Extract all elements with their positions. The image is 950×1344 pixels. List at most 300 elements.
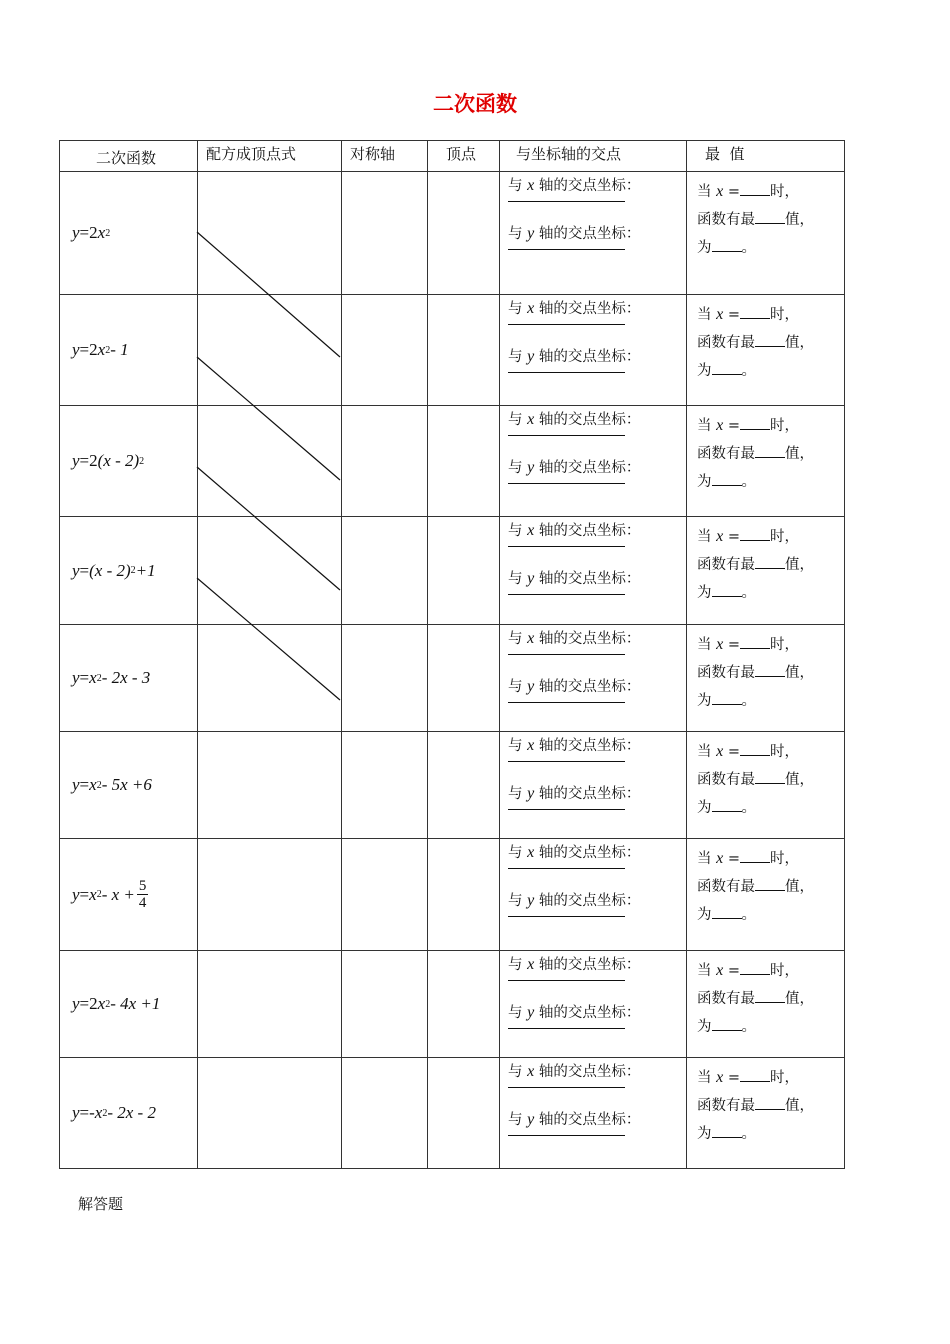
extreme-prefix: 当 — [697, 851, 712, 867]
extreme-line-2 — [697, 329, 844, 357]
extreme-cell — [687, 1058, 845, 1169]
y-intersection-label — [508, 226, 686, 249]
x-intersection-blank[interactable] — [508, 868, 625, 869]
extreme-suffix: 值， — [785, 665, 814, 681]
label-suffix: 轴的交点坐标： — [538, 571, 641, 587]
formula-equals: = — [79, 451, 90, 470]
extreme-prefix: 为 — [697, 907, 712, 923]
extreme-prefix: 函数有最 — [697, 557, 755, 573]
table-row — [60, 1058, 845, 1169]
formula-exponent: 2 — [96, 779, 102, 791]
extreme-line-2 — [697, 1092, 844, 1120]
formula-exponent: 2 — [102, 1107, 108, 1119]
extreme-value-blank[interactable] — [712, 1018, 742, 1031]
extreme-line-1 — [697, 845, 844, 873]
function-formula — [60, 451, 197, 471]
y-intersection-label — [508, 1005, 686, 1028]
x-intersection-blank[interactable] — [508, 654, 625, 655]
x-intersection-label — [508, 845, 686, 868]
vertex-cell[interactable] — [428, 172, 500, 295]
formula-lhs: y — [72, 775, 80, 794]
extreme-suffix: 时， — [769, 744, 799, 760]
header-vertex: 顶点 — [428, 141, 500, 172]
extreme-prefix: 函数有最 — [697, 665, 755, 681]
extreme-prefix: 为 — [697, 693, 712, 709]
header-extreme: 最 值 — [687, 141, 845, 172]
extreme-line-3 — [697, 794, 844, 822]
x-variable: x — [716, 528, 724, 545]
extreme-suffix: 值， — [785, 557, 814, 573]
extreme-suffix: 值， — [785, 772, 814, 788]
header-row — [60, 141, 845, 172]
max-min-blank[interactable] — [755, 211, 785, 224]
y-variable: y — [527, 892, 535, 909]
function-cell — [60, 517, 198, 625]
extreme-value-blank[interactable] — [712, 692, 742, 705]
x-value-blank[interactable] — [740, 306, 770, 319]
function-formula — [60, 1103, 197, 1123]
formula-equals: = — [79, 884, 90, 904]
extreme-suffix: 时， — [769, 1070, 799, 1086]
label-suffix: 轴的交点坐标： — [538, 679, 641, 695]
y-variable: y — [527, 1004, 535, 1021]
vertex-form-cell[interactable] — [198, 951, 342, 1058]
function-formula — [60, 878, 197, 912]
vertex-cell[interactable] — [428, 1058, 500, 1169]
extreme-suffix: 值， — [785, 991, 814, 1007]
extreme-suffix: 时， — [769, 637, 799, 653]
extreme-suffix: 值， — [785, 212, 814, 228]
extreme-line-2 — [697, 206, 844, 234]
extreme-line-3 — [697, 1120, 844, 1148]
label-prefix: 与 — [508, 349, 523, 365]
intersection-cell — [500, 839, 687, 951]
section-label: 解答题 — [78, 1195, 124, 1213]
function-cell — [60, 1058, 198, 1169]
formula-variable: x — [89, 775, 97, 794]
extreme-cell — [687, 951, 845, 1058]
vertex-form-cell[interactable] — [198, 406, 342, 517]
formula-rest: - 4x +1 — [110, 994, 161, 1013]
max-min-blank[interactable] — [755, 878, 785, 891]
intersection-cell — [500, 951, 687, 1058]
axis-cell[interactable] — [342, 295, 428, 406]
function-cell — [60, 295, 198, 406]
extreme-line-3 — [697, 1013, 844, 1041]
extreme-line-2 — [697, 551, 844, 579]
label-prefix: 与 — [508, 631, 523, 647]
formula-equals: = — [79, 223, 90, 242]
extreme-suffix: 。 — [741, 474, 756, 490]
extreme-value-blank[interactable] — [712, 1125, 742, 1138]
extreme-suffix: 值， — [785, 1098, 814, 1114]
max-min-blank[interactable] — [755, 1097, 785, 1110]
extreme-prefix: 为 — [697, 474, 712, 490]
label-prefix: 与 — [508, 786, 523, 802]
formula-variable: (x - 2) — [89, 560, 131, 580]
extreme-suffix: 时， — [769, 529, 799, 545]
x-value-blank[interactable] — [740, 850, 770, 863]
formula-exponent: 2 — [105, 227, 111, 239]
formula-lhs: y — [72, 560, 80, 580]
function-formula — [60, 223, 197, 243]
equals-sign: = — [727, 307, 740, 323]
x-value-blank[interactable] — [740, 417, 770, 430]
label-prefix: 与 — [508, 523, 523, 539]
y-intersection-blank[interactable] — [508, 1028, 625, 1029]
table-row — [60, 839, 845, 951]
extreme-prefix: 为 — [697, 1126, 712, 1142]
x-variable: x — [527, 522, 535, 539]
label-suffix: 轴的交点坐标： — [538, 412, 641, 428]
formula-equals: =- — [79, 1103, 95, 1122]
extreme-line-1 — [697, 178, 844, 206]
x-value-blank[interactable] — [740, 1069, 770, 1082]
extreme-line-1 — [697, 523, 844, 551]
formula-exponent: 2 — [96, 672, 102, 684]
extreme-suffix: 。 — [741, 1126, 756, 1142]
extreme-cell — [687, 839, 845, 951]
extreme-line-1 — [697, 631, 844, 659]
extreme-value-blank[interactable] — [712, 239, 742, 252]
extreme-cell — [687, 732, 845, 839]
y-intersection-blank[interactable] — [508, 372, 625, 373]
intersection-cell — [500, 172, 687, 295]
axis-cell[interactable] — [342, 625, 428, 732]
axis-cell[interactable] — [342, 406, 428, 517]
x-variable: x — [716, 183, 724, 200]
x-intersection-blank[interactable] — [508, 546, 625, 547]
equals-sign: = — [727, 418, 740, 434]
label-prefix: 与 — [508, 1005, 523, 1021]
extreme-value-blank[interactable] — [712, 906, 742, 919]
x-intersection-blank[interactable] — [508, 435, 625, 436]
function-cell — [60, 732, 198, 839]
formula-exponent: 2 — [105, 998, 111, 1010]
extreme-prefix: 函数有最 — [697, 335, 755, 351]
function-formula — [60, 668, 197, 688]
table-row — [60, 517, 845, 625]
label-prefix: 与 — [508, 571, 523, 587]
extreme-prefix: 为 — [697, 363, 712, 379]
y-intersection-blank[interactable] — [508, 594, 625, 595]
label-prefix: 与 — [508, 301, 523, 317]
extreme-value-blank[interactable] — [712, 799, 742, 812]
y-intersection-label — [508, 679, 686, 702]
formula-exponent: 2 — [105, 344, 111, 356]
y-intersection-label — [508, 571, 686, 594]
function-cell — [60, 625, 198, 732]
vertex-cell[interactable] — [428, 295, 500, 406]
label-suffix: 轴的交点坐标： — [538, 349, 641, 365]
table-row — [60, 406, 845, 517]
extreme-line-1 — [697, 301, 844, 329]
fraction-denominator: 4 — [138, 895, 147, 911]
y-intersection-blank[interactable] — [508, 702, 625, 703]
y-intersection-blank[interactable] — [508, 1135, 625, 1136]
extreme-line-1 — [697, 957, 844, 985]
extreme-prefix: 为 — [697, 240, 712, 256]
extreme-suffix: 值， — [785, 446, 814, 462]
header-intersection: 与坐标轴的交点 — [500, 141, 687, 172]
x-intersection-blank[interactable] — [508, 1087, 625, 1088]
vertex-cell[interactable] — [428, 517, 500, 625]
extreme-line-3 — [697, 468, 844, 496]
x-intersection-label — [508, 412, 686, 435]
equals-sign: = — [727, 637, 740, 653]
y-intersection-label — [508, 349, 686, 372]
page-title: 二次函数 — [433, 92, 517, 116]
x-intersection-blank[interactable] — [508, 980, 625, 981]
y-intersection-blank[interactable] — [508, 916, 625, 917]
vertex-form-cell[interactable] — [198, 732, 342, 839]
vertex-cell[interactable] — [428, 732, 500, 839]
formula-variable: x — [97, 340, 106, 359]
vertex-cell[interactable] — [428, 839, 500, 951]
equals-sign: = — [727, 963, 740, 979]
formula-lhs: y — [72, 884, 80, 904]
extreme-line-3 — [697, 234, 844, 262]
label-suffix: 轴的交点坐标： — [538, 1112, 641, 1128]
extreme-suffix: 时， — [769, 184, 799, 200]
formula-fraction — [137, 878, 149, 912]
label-suffix: 轴的交点坐标： — [538, 178, 641, 194]
formula-variable: (x - 2) — [97, 451, 140, 470]
y-variable: y — [527, 348, 535, 365]
formula-exponent: 2 — [130, 565, 136, 576]
label-suffix: 轴的交点坐标： — [538, 226, 641, 242]
extreme-prefix: 函数有最 — [697, 772, 755, 788]
label-prefix: 与 — [508, 845, 523, 861]
x-variable: x — [527, 630, 535, 647]
intersection-cell — [500, 517, 687, 625]
extreme-line-2 — [697, 873, 844, 901]
extreme-line-2 — [697, 985, 844, 1013]
x-variable: x — [716, 1069, 724, 1086]
extreme-value-blank[interactable] — [712, 473, 742, 486]
axis-cell[interactable] — [342, 517, 428, 625]
formula-variable: x — [97, 223, 106, 242]
x-intersection-label — [508, 957, 686, 980]
function-cell — [60, 951, 198, 1058]
label-prefix: 与 — [508, 226, 523, 242]
equals-sign: = — [727, 744, 740, 760]
label-suffix: 轴的交点坐标： — [538, 786, 641, 802]
extreme-prefix: 函数有最 — [697, 1098, 755, 1114]
max-min-blank[interactable] — [755, 990, 785, 1003]
formula-exponent: 2 — [96, 889, 102, 900]
x-intersection-label — [508, 631, 686, 654]
x-value-blank[interactable] — [740, 962, 770, 975]
axis-cell[interactable] — [342, 172, 428, 295]
extreme-prefix: 函数有最 — [697, 212, 755, 228]
formula-coefficient: 2 — [89, 223, 98, 242]
extreme-line-1 — [697, 1064, 844, 1092]
formula-variable: x — [97, 994, 106, 1013]
label-suffix: 轴的交点坐标： — [538, 845, 641, 861]
label-prefix: 与 — [508, 178, 523, 194]
extreme-prefix: 当 — [697, 1070, 712, 1086]
formula-rest: - 2x - 3 — [101, 668, 151, 687]
extreme-prefix: 当 — [697, 963, 712, 979]
formula-equals: = — [79, 560, 90, 580]
equals-sign: = — [727, 851, 740, 867]
function-cell — [60, 172, 198, 295]
max-min-blank[interactable] — [755, 556, 785, 569]
extreme-cell — [687, 295, 845, 406]
formula-lhs: y — [72, 668, 80, 687]
max-min-blank[interactable] — [755, 771, 785, 784]
formula-rest: - 2x - 2 — [107, 1103, 156, 1122]
vertex-cell[interactable] — [428, 406, 500, 517]
extreme-prefix: 为 — [697, 800, 712, 816]
extreme-suffix: 时， — [769, 851, 799, 867]
formula-rest: +1 — [135, 560, 156, 580]
quadratic-table — [59, 140, 845, 1169]
y-variable: y — [527, 570, 535, 587]
function-formula — [60, 561, 197, 581]
y-intersection-blank[interactable] — [508, 483, 625, 484]
x-variable: x — [527, 956, 535, 973]
label-prefix: 与 — [508, 412, 523, 428]
table-row — [60, 732, 845, 839]
vertex-cell[interactable] — [428, 625, 500, 732]
formula-rest: - x + — [101, 884, 135, 904]
formula-rest: - 5x +6 — [101, 775, 152, 794]
x-intersection-label — [508, 178, 686, 201]
extreme-suffix: 值， — [785, 335, 814, 351]
extreme-value-blank[interactable] — [712, 584, 742, 597]
table-row — [60, 295, 845, 406]
x-variable: x — [716, 962, 724, 979]
x-intersection-label — [508, 523, 686, 546]
formula-lhs: y — [72, 994, 80, 1013]
intersection-cell — [500, 732, 687, 839]
extreme-suffix: 。 — [741, 800, 756, 816]
equals-sign: = — [727, 1070, 740, 1086]
x-variable: x — [527, 300, 535, 317]
vertex-form-cell[interactable] — [198, 295, 342, 406]
extreme-line-1 — [697, 738, 844, 766]
extreme-prefix: 为 — [697, 585, 712, 601]
extreme-prefix: 当 — [697, 307, 712, 323]
function-formula — [60, 775, 197, 795]
intersection-cell — [500, 1058, 687, 1169]
x-value-blank[interactable] — [740, 183, 770, 196]
label-prefix: 与 — [508, 679, 523, 695]
table-row — [60, 951, 845, 1058]
extreme-suffix: 。 — [741, 363, 756, 379]
formula-rest: - 1 — [110, 340, 129, 359]
extreme-line-1 — [697, 412, 844, 440]
label-suffix: 轴的交点坐标： — [538, 301, 641, 317]
equals-sign: = — [727, 184, 740, 200]
y-intersection-blank[interactable] — [508, 249, 625, 250]
x-intersection-label — [508, 301, 686, 324]
vertex-form-cell[interactable] — [198, 517, 342, 625]
axis-cell[interactable] — [342, 1058, 428, 1169]
x-intersection-blank[interactable] — [508, 201, 625, 202]
header-vertex-form: 配方成顶点式 — [198, 141, 342, 172]
x-intersection-blank[interactable] — [508, 324, 625, 325]
y-intersection-label — [508, 460, 686, 483]
extreme-line-3 — [697, 357, 844, 385]
header-axis: 对称轴 — [342, 141, 428, 172]
y-intersection-blank[interactable] — [508, 809, 625, 810]
axis-cell[interactable] — [342, 839, 428, 951]
x-variable: x — [527, 411, 535, 428]
label-suffix: 轴的交点坐标： — [538, 1064, 641, 1080]
label-prefix: 与 — [508, 893, 523, 909]
extreme-value-blank[interactable] — [712, 362, 742, 375]
extreme-suffix: 。 — [741, 907, 756, 923]
max-min-blank[interactable] — [755, 334, 785, 347]
extreme-line-2 — [697, 659, 844, 687]
label-suffix: 轴的交点坐标： — [538, 893, 641, 909]
label-prefix: 与 — [508, 1112, 523, 1128]
intersection-cell — [500, 625, 687, 732]
x-intersection-blank[interactable] — [508, 761, 625, 762]
vertex-form-cell[interactable] — [198, 625, 342, 732]
y-variable: y — [527, 785, 535, 802]
extreme-prefix: 当 — [697, 529, 712, 545]
function-formula — [60, 340, 197, 360]
vertex-form-cell[interactable] — [198, 839, 342, 951]
x-value-blank[interactable] — [740, 636, 770, 649]
intersection-cell — [500, 406, 687, 517]
extreme-suffix: 。 — [741, 240, 756, 256]
axis-cell[interactable] — [342, 732, 428, 839]
extreme-line-2 — [697, 766, 844, 794]
x-variable: x — [716, 306, 724, 323]
x-intersection-label — [508, 1064, 686, 1087]
formula-lhs: y — [72, 451, 80, 470]
x-variable: x — [716, 850, 724, 867]
extreme-prefix: 函数有最 — [697, 991, 755, 1007]
max-min-blank[interactable] — [755, 445, 785, 458]
formula-variable: x — [89, 884, 97, 904]
vertex-cell[interactable] — [428, 951, 500, 1058]
extreme-prefix: 函数有最 — [697, 879, 755, 895]
extreme-suffix: 。 — [741, 1019, 756, 1035]
formula-coefficient: 2 — [89, 451, 98, 470]
extreme-suffix: 时， — [769, 963, 799, 979]
extreme-suffix: 值， — [785, 879, 814, 895]
formula-lhs: y — [72, 223, 80, 242]
vertex-form-cell[interactable] — [198, 172, 342, 295]
extreme-line-3 — [697, 579, 844, 607]
x-value-blank[interactable] — [740, 528, 770, 541]
fraction-numerator: 5 — [138, 877, 147, 894]
extreme-suffix: 时， — [769, 418, 799, 434]
x-variable: x — [527, 1063, 535, 1080]
extreme-suffix: 时， — [769, 307, 799, 323]
extreme-cell — [687, 406, 845, 517]
x-value-blank[interactable] — [740, 743, 770, 756]
formula-equals: = — [79, 668, 90, 687]
formula-variable: x — [89, 668, 97, 687]
intersection-cell — [500, 295, 687, 406]
label-suffix: 轴的交点坐标： — [538, 631, 641, 647]
extreme-prefix: 当 — [697, 637, 712, 653]
max-min-blank[interactable] — [755, 664, 785, 677]
extreme-prefix: 当 — [697, 418, 712, 434]
vertex-form-cell[interactable] — [198, 1058, 342, 1169]
formula-exponent: 2 — [139, 455, 145, 467]
label-prefix: 与 — [508, 460, 523, 476]
axis-cell[interactable] — [342, 951, 428, 1058]
label-prefix: 与 — [508, 738, 523, 754]
